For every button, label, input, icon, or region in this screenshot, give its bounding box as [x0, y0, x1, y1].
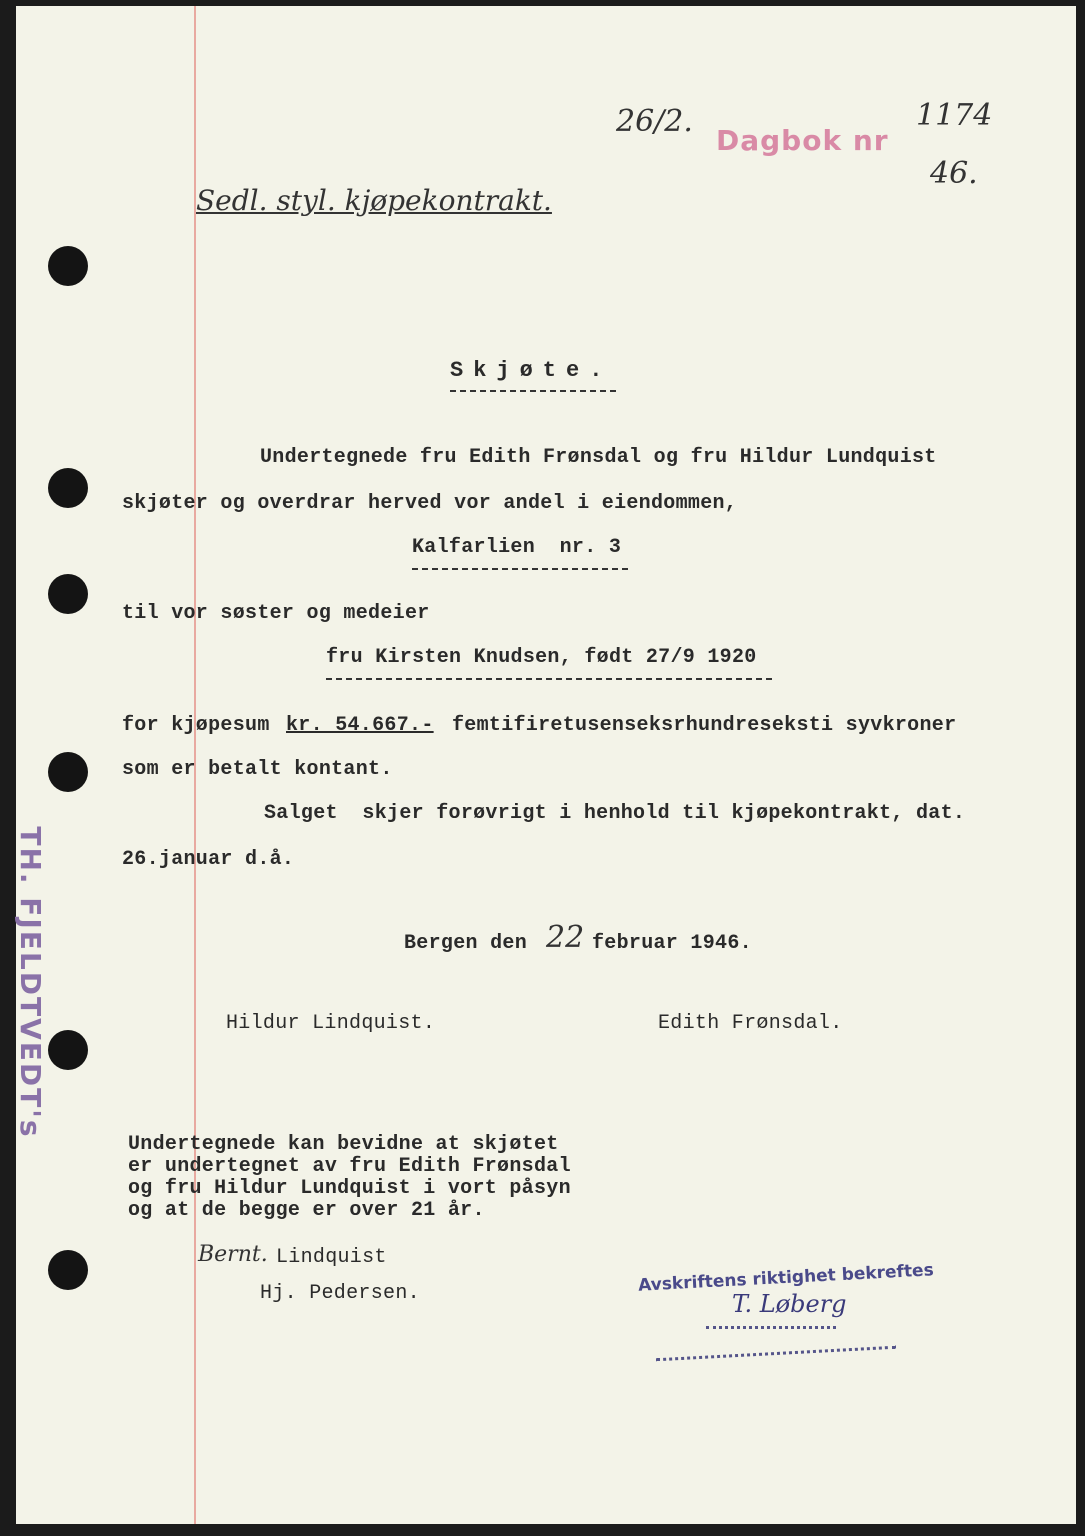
witness-line-2: er undertegnet av fru Edith Frønsdal	[128, 1155, 571, 1178]
body-line-7: 26.januar d.å.	[122, 848, 295, 871]
stamp-mark-2	[656, 1346, 896, 1362]
witness-signature-1: Lindquist	[276, 1246, 387, 1269]
witness-line-4: og at de begge er over 21 år.	[128, 1199, 485, 1222]
body-line-6: Salget skjer forøvrigt i henhold til kjøpekontrakt, dat.	[264, 802, 966, 825]
buyer-underline	[326, 678, 772, 680]
dagbok-number-handwritten: 1174	[916, 98, 993, 133]
dagbok-stamp: Dagbok nr	[716, 124, 889, 157]
fjeldtvedt-stamp	[0, 806, 66, 1139]
place-date-prefix: Bergen den	[404, 932, 528, 955]
certification-stamp: Avskriftens riktighet bekreftes	[637, 1260, 935, 1296]
witness-line-3: og fru Hildur Lundquist i vort påsyn	[128, 1177, 571, 1200]
body-line-3: til vor søster og medeier	[122, 602, 430, 625]
document-page	[16, 6, 1076, 1524]
price-amount: kr. 54.667.-	[286, 714, 434, 737]
punch-hole-4	[48, 752, 88, 792]
margin-note-handwritten: Sedl. styl. kjøpekontrakt.	[196, 184, 552, 217]
body-line-2: skjøter og overdrar herved vor andel i eiendommen,	[122, 492, 738, 515]
punch-hole-1	[48, 246, 88, 286]
punch-hole-2	[48, 468, 88, 508]
header-date-handwritten: 26/2.	[616, 104, 693, 139]
price-prefix: for kjøpesum	[122, 714, 270, 737]
certification-signature-handwritten: T. Løberg	[732, 1290, 847, 1318]
buyer-name: fru Kirsten Knudsen, født 27/9 1920	[326, 646, 757, 669]
property-underline	[412, 568, 628, 570]
stamp-mark-1	[706, 1326, 836, 1329]
place-date-day-handwritten: 22	[546, 920, 585, 955]
signature-right: Edith Frønsdal.	[658, 1012, 843, 1035]
witness-signature-2: Hj. Pedersen.	[260, 1282, 420, 1305]
witness-signature-1-handwritten: Bernt.	[198, 1242, 268, 1267]
fjeldtvedt-stamp-line-1: TH. FJELDTVEDT's	[14, 826, 47, 1139]
price-in-words: femtifiretusenseksrhundreseksti syvkroner	[452, 714, 957, 737]
title-underline	[450, 390, 616, 392]
place-date-suffix: februar 1946.	[592, 932, 752, 955]
dagbok-year-handwritten: 46.	[930, 156, 978, 191]
body-line-1: Undertegnede fru Edith Frønsdal og fru Hildur Lundquist	[260, 446, 937, 469]
witness-line-1: Undertegnede kan bevidne at skjøtet	[128, 1133, 559, 1156]
punch-hole-3	[48, 574, 88, 614]
document-title: Skjøte.	[450, 358, 613, 383]
punch-hole-6	[48, 1250, 88, 1290]
signature-left: Hildur Lindquist.	[226, 1012, 436, 1035]
property-name: Kalfarlien nr. 3	[412, 536, 622, 559]
body-line-5: som er betalt kontant.	[122, 758, 393, 781]
